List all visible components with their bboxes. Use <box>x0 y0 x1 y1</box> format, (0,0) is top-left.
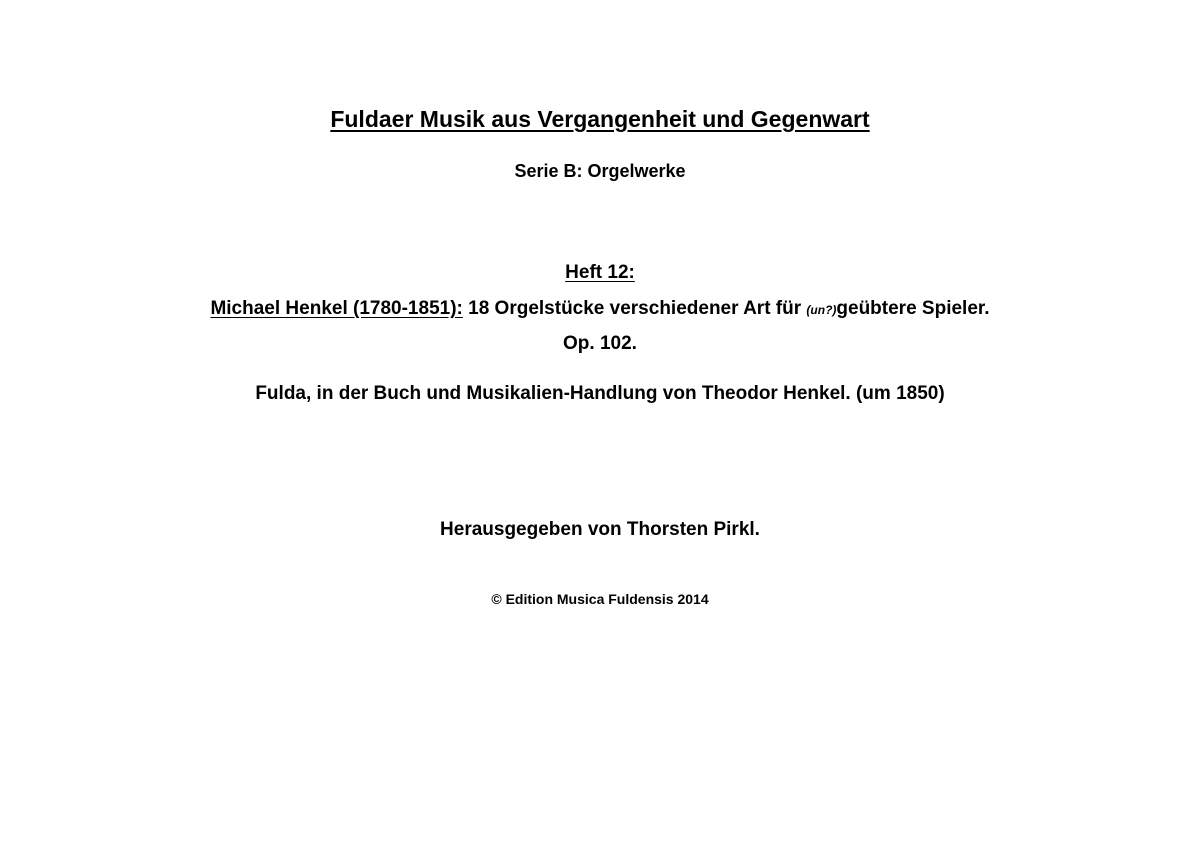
opus-number: Op. 102. <box>563 333 637 354</box>
publisher: Fulda, in der Buch und Musikalien-Handlung von Theodor Henkel. (um 1850) <box>255 383 945 404</box>
work-title-line <box>0 298 1200 320</box>
work-title-note: (un?) <box>806 303 837 317</box>
composer: Michael Henkel (1780-1851): <box>210 298 463 319</box>
work-title: 18 Orgelstücke verschiedener Art für <box>462 298 807 319</box>
work-title-end: geübtere Spieler. <box>836 298 990 319</box>
copyright: © Edition Musica Fuldensis 2014 <box>491 591 709 607</box>
series-title: Fuldaer Musik aus Vergangenheit und Gegenwart <box>330 106 870 132</box>
series-subtitle: Serie B: Orgelwerke <box>514 161 686 181</box>
editor: Herausgegeben von Thorsten Pirkl. <box>440 519 760 540</box>
heft-number: Heft 12: <box>565 262 635 283</box>
